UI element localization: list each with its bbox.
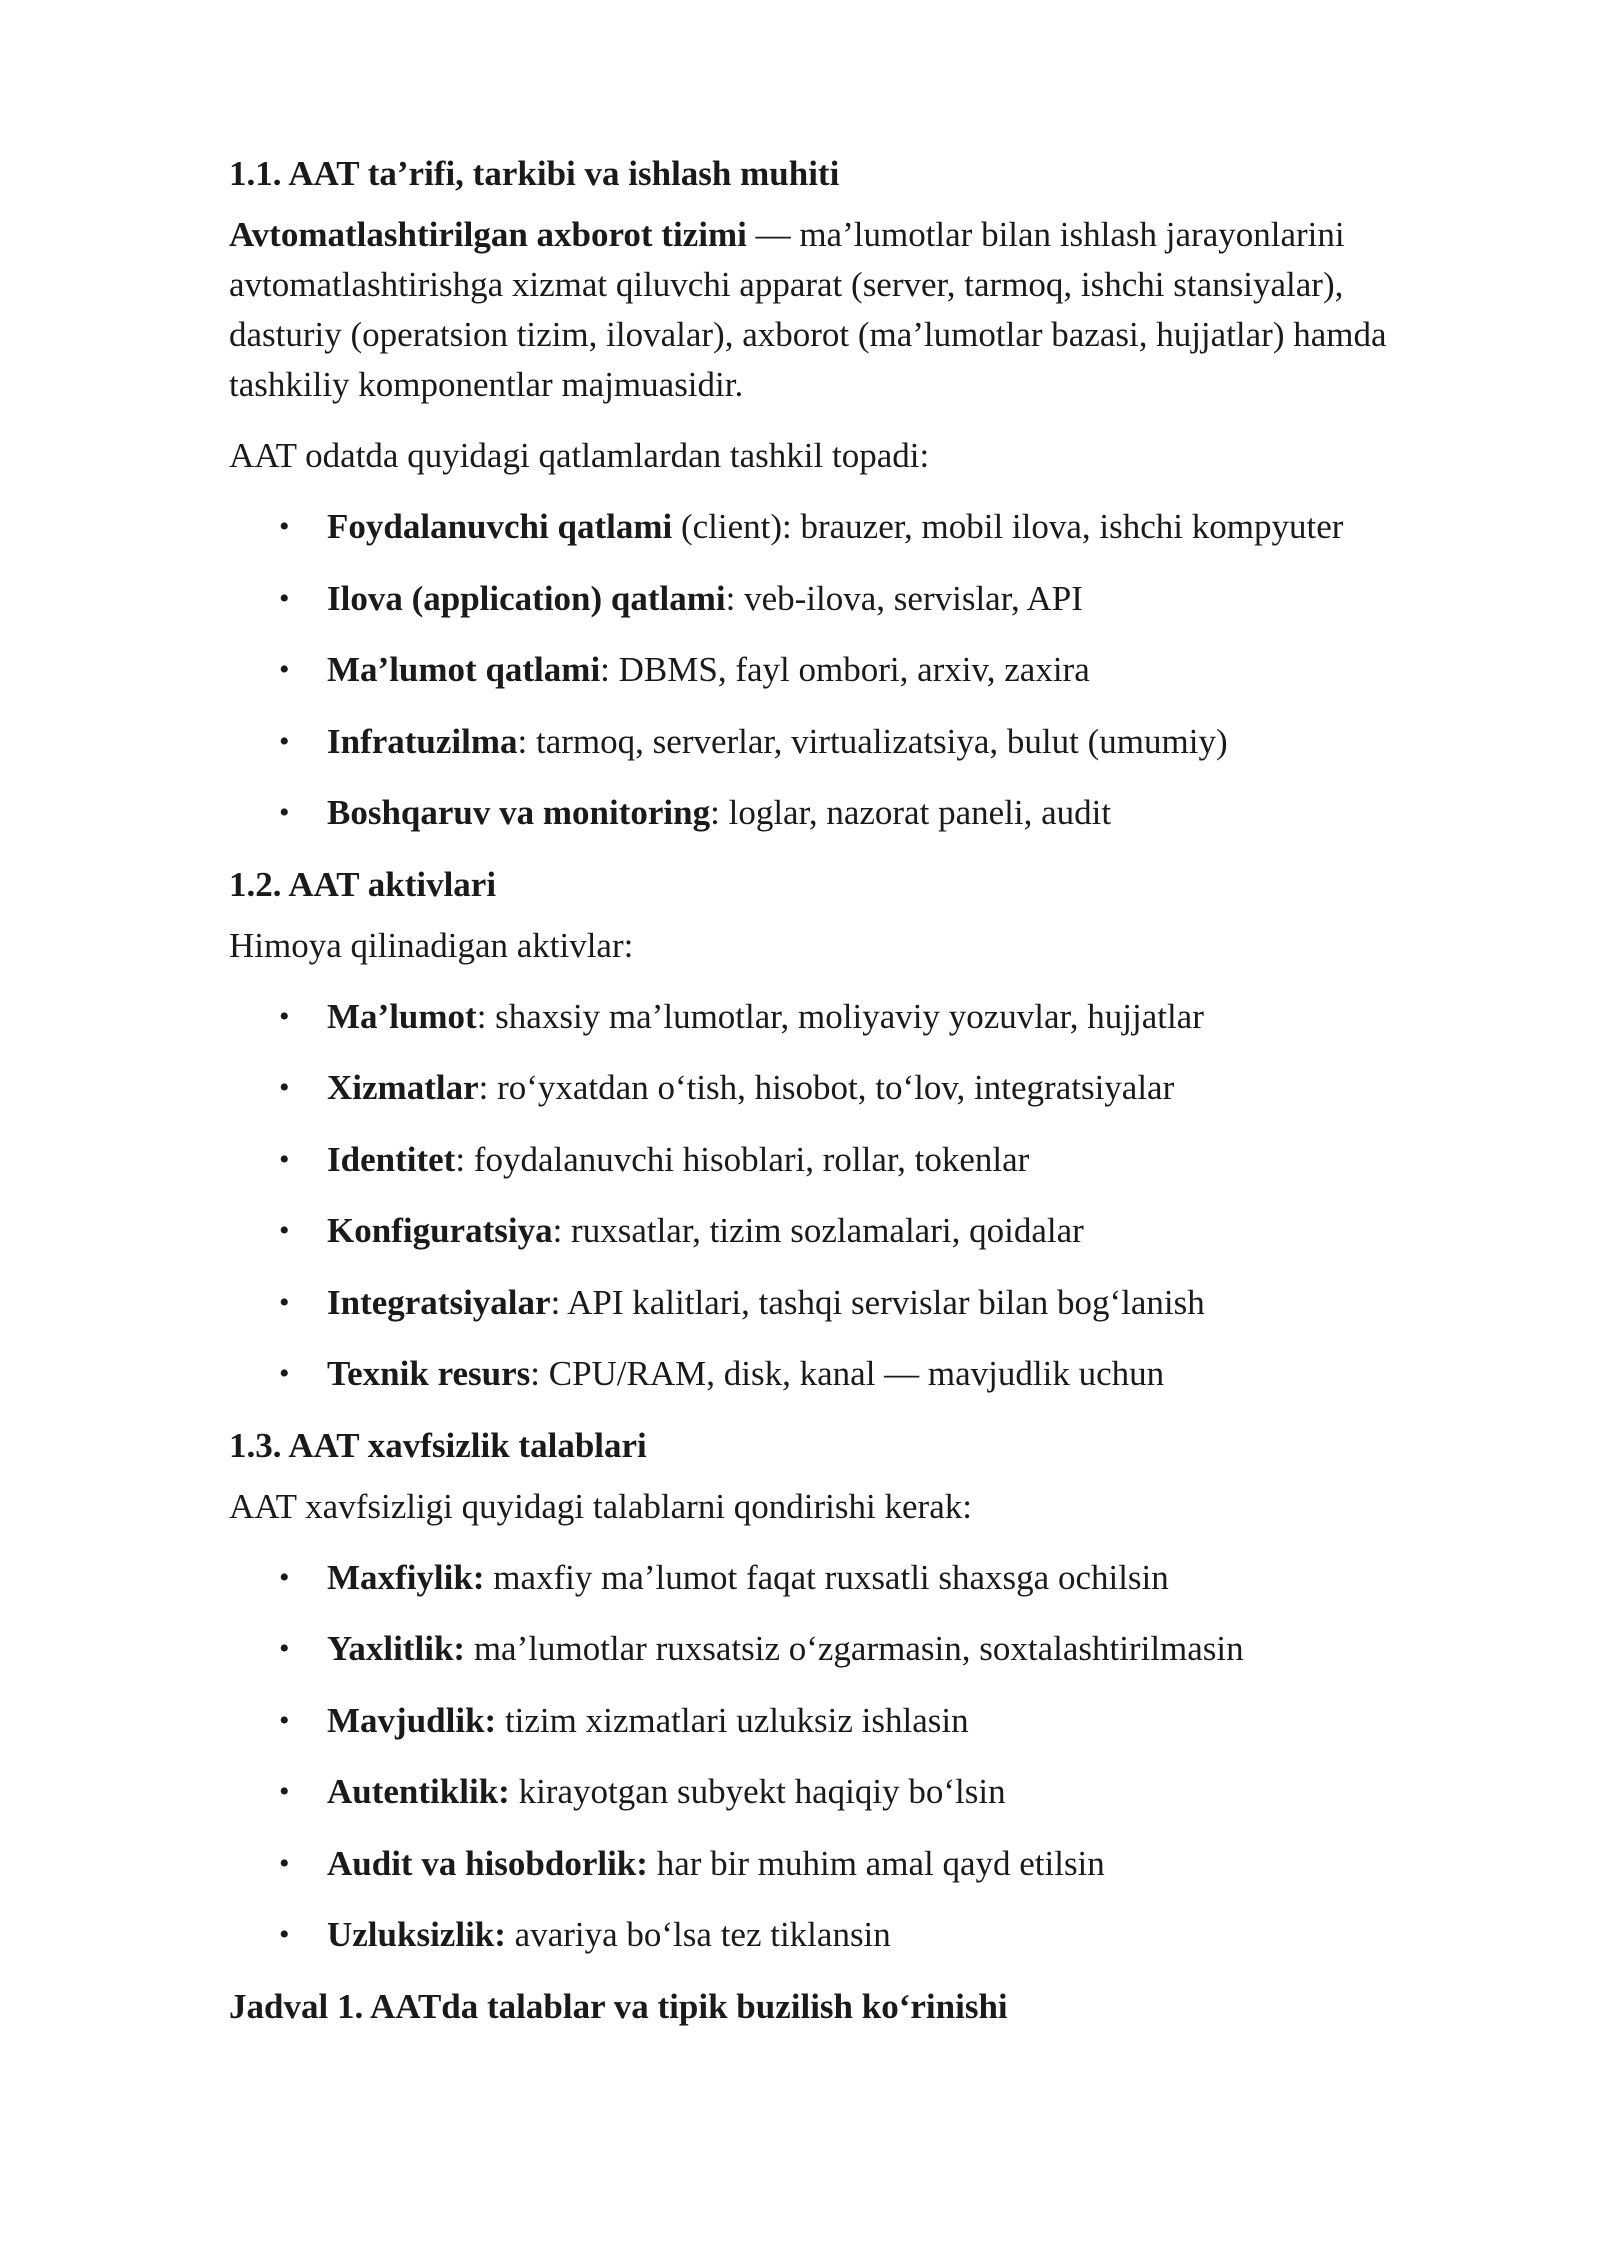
bullet-icon: • <box>279 1214 290 1247</box>
assets-intro: Himoya qilinadigan aktivlar: <box>229 925 634 965</box>
list-item-text: : loglar, nazorat paneli, audit <box>710 793 1112 832</box>
list-item-term: Integratsiyalar <box>327 1282 551 1322</box>
list-item-term: Foydalanuvchi qatlami <box>327 507 673 546</box>
bullet-icon: • <box>279 1775 290 1808</box>
list-item <box>229 503 1489 575</box>
bullet-icon: • <box>279 796 290 829</box>
list-item-text: : DBMS, fayl ombori, arxiv, zaxira <box>600 650 1090 689</box>
list-item-term: Infratuzilma <box>327 721 518 761</box>
bullet-icon: • <box>279 581 290 615</box>
list-item-text: tizim xizmatlari uzluksiz ishlasin <box>496 1700 969 1740</box>
list-item <box>229 1136 1489 1208</box>
list-item <box>229 789 1489 861</box>
list-item-text: : shaxsiy ma’lumotlar, moliyaviy yozuvlar, hujjatlar <box>476 996 1204 1036</box>
list-item-term: Autentiklik: <box>327 1772 510 1811</box>
bullet-icon: • <box>279 1142 290 1176</box>
list-item-term: Xizmatlar <box>327 1068 479 1107</box>
list-item-term: Ma’lumot qatlami <box>327 650 601 689</box>
bullet-icon: • <box>279 1918 290 1951</box>
list-item-text: kirayotgan subyekt haqiqiy bo‘lsin <box>509 1772 1006 1811</box>
list-item <box>229 1279 1489 1351</box>
table-caption: Jadval 1. AATda talablar va tipik buzilish ko‘rinishi <box>229 1986 1008 2026</box>
list-item-text: ma’lumotlar ruxsatsiz o‘zgarmasin, soxtalashtirilmasin <box>465 1629 1244 1668</box>
list-item-term: Ma’lumot <box>327 996 477 1036</box>
list-item-text: har bir muhim amal qayd etilsin <box>647 1843 1105 1883</box>
requirements-intro: AAT xavfsizligi quyidagi talablarni qondirishi kerak: <box>229 1486 972 1526</box>
list-item <box>229 1697 1489 1769</box>
document-page <box>229 150 1489 2043</box>
list-item-text: : ruxsatlar, tizim sozlamalari, qoidalar <box>552 1211 1084 1250</box>
list-item <box>229 993 1489 1065</box>
definition-paragraph <box>229 210 1489 410</box>
bullet-icon: • <box>279 724 290 758</box>
layers-list <box>229 503 1489 861</box>
list-item <box>229 1554 1489 1626</box>
list-item-text: : veb-ilova, servislar, API <box>725 578 1083 618</box>
list-item-text: : foydalanuvchi hisoblari, rollar, tokenlar <box>455 1139 1030 1179</box>
bullet-icon: • <box>279 999 290 1033</box>
bullet-icon: • <box>279 1846 290 1880</box>
list-item <box>229 1840 1489 1912</box>
list-item <box>229 1768 1489 1840</box>
list-item <box>229 1064 1489 1136</box>
bullet-icon: • <box>279 1560 290 1594</box>
list-item-term: Ilova (application) qatlami <box>327 578 726 618</box>
bullet-icon: • <box>279 1632 290 1665</box>
list-item-term: Uzluksizlik: <box>327 1915 506 1954</box>
definition-line-2: avtomatlashtirishga xizmat qiluvchi apparat (server, tarmoq, ishchi stansiyalar), <box>229 265 1344 304</box>
list-item-text: : CPU/RAM, disk, kanal — mavjudlik uchun <box>530 1354 1165 1393</box>
assets-list <box>229 993 1489 1422</box>
list-item-text: (client): brauzer, mobil ilova, ishchi kompyuter <box>672 507 1344 546</box>
list-item <box>229 1350 1489 1422</box>
definition-line-1: — ma’lumotlar bilan ishlash jarayonlarini <box>746 215 1345 254</box>
section-heading-1-1: 1.1. AAT ta’rifi, tarkibi va ishlash muhiti <box>229 154 840 193</box>
list-item-term: Yaxlitlik: <box>327 1629 466 1668</box>
bullet-icon: • <box>279 1703 290 1737</box>
bullet-icon: • <box>279 653 290 686</box>
list-item-term: Texnik resurs <box>327 1354 531 1393</box>
list-item-text: : API kalitlari, tashqi servislar bilan bog‘lanish <box>550 1282 1205 1322</box>
list-item-term: Boshqaruv va monitoring <box>327 793 711 832</box>
list-item-term: Maxfiylik: <box>327 1557 485 1597</box>
definition-line-3: dasturiy (operatsion tizim, ilovalar), axborot (ma’lumotlar bazasi, hujjatlar) hamda <box>229 315 1387 354</box>
list-item-term: Identitet <box>327 1139 456 1179</box>
list-item-term: Audit va hisobdorlik: <box>327 1843 648 1883</box>
list-item-text: maxfiy ma’lumot faqat ruxsatli shaxsga ochilsin <box>484 1557 1169 1597</box>
list-item <box>229 718 1489 790</box>
definition-line-4: tashkiliy komponentlar majmuasidir. <box>229 365 744 404</box>
bullet-icon: • <box>279 510 290 543</box>
list-item-text: : ro‘yxatdan o‘tish, hisobot, to‘lov, integratsiyalar <box>478 1068 1175 1107</box>
section-heading-1-3: 1.3. AAT xavfsizlik talablari <box>229 1425 647 1465</box>
list-item <box>229 1911 1489 1983</box>
list-item-term: Konfiguratsiya <box>327 1211 553 1250</box>
list-item <box>229 646 1489 718</box>
bullet-icon: • <box>279 1071 290 1104</box>
list-item <box>229 1207 1489 1279</box>
requirements-list <box>229 1554 1489 1983</box>
layers-intro: AAT odatda quyidagi qatlamlardan tashkil topadi: <box>229 436 930 475</box>
list-item-text: avariya bo‘lsa tez tiklansin <box>505 1915 891 1954</box>
list-item <box>229 1625 1489 1697</box>
bullet-icon: • <box>279 1285 290 1319</box>
bullet-icon: • <box>279 1357 290 1390</box>
list-item-text: : tarmoq, serverlar, virtualizatsiya, bulut (umumiy) <box>517 721 1228 761</box>
list-item <box>229 575 1489 647</box>
definition-term: Avtomatlashtirilgan axborot tizimi <box>229 215 747 254</box>
section-heading-1-2: 1.2. AAT aktivlari <box>229 864 497 904</box>
list-item-term: Mavjudlik: <box>327 1700 497 1740</box>
